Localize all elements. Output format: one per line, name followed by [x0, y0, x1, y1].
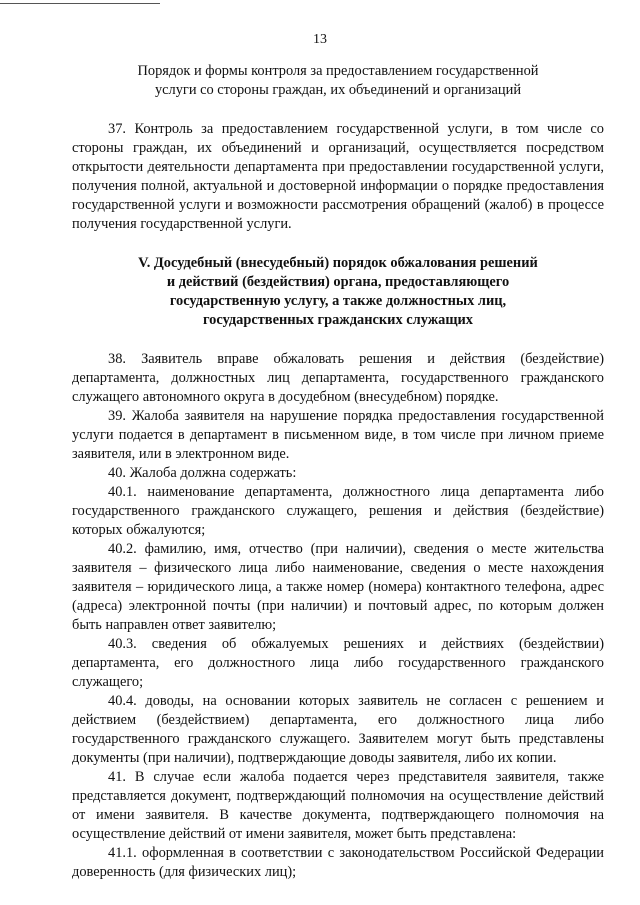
paragraph-40-4: 40.4. доводы, на основании которых заявитель не согласен с решением и действием (бездействием) департамента, его должностного лица либо государственного гражданского служащего. Заявителем могут быть представлены документы (при наличии), подтверждающие доводы заявителя, либо их копии.	[72, 693, 604, 766]
paragraph-40-3: 40.3. сведения об обжалуемых решениях и действиях (бездействии) департамента, его должностного лица либо государственного гражданского служащего;	[72, 636, 604, 690]
page-number: 13	[313, 32, 327, 47]
paragraph-41-1: 41.1. оформленная в соответствии с законодательством Российской Федерации доверенность (для физических лиц);	[72, 845, 604, 880]
paragraph-40: 40. Жалоба должна содержать:	[108, 465, 297, 481]
paragraph-40-1: 40.1. наименование департамента, должностного лица департамента либо государственного гражданского служащего, решения и действия (бездействие) которых обжалуются;	[72, 484, 604, 538]
heading-line: V. Досудебный (внесудебный) порядок обжалования решений	[138, 255, 538, 271]
heading-line: Порядок и формы контроля за предоставлением государственной	[137, 63, 539, 79]
paragraph-41: 41. В случае если жалоба подается через представителя заявителя, также представляется документ, подтверждающий полномочия на осуществление действий от имени заявителя. В качестве документа, подтверждающего полномочия на осуществление действий от имени заявителя, может быть представлена:	[72, 769, 604, 842]
paragraph-38: 38. Заявитель вправе обжаловать решения и действия (бездействие) департамента, должностных лиц департамента, государственного гражданского служащего автономного округа в досудебном (внесудебном) порядке.	[72, 351, 604, 405]
scan-edge-line	[0, 3, 160, 4]
paragraph-39: 39. Жалоба заявителя на нарушение порядка предоставления государственной услуги подается в департамент в письменном виде, в том числе при личном приеме заявителя, или в электронном виде.	[72, 408, 604, 462]
paragraph-37: 37. Контроль за предоставлением государственной услуги, в том числе со стороны граждан, их объединений и организаций, осуществляется посредством открытости деятельности департамента при предоставлении государственной услуги, получения полной, актуальной и достоверной информации о порядке предоставления государственной услуги и возможности рассмотрения обращений (жалоб) в процессе получения государственной услуги.	[72, 121, 604, 232]
section-control-heading	[72, 62, 604, 100]
heading-line: услуги со стороны граждан, их объединений и организаций	[154, 82, 522, 98]
document-body	[72, 62, 604, 882]
section-v-heading	[72, 254, 604, 330]
heading-line: государственную услугу, а также должностных лиц,	[169, 293, 507, 309]
heading-line: государственных гражданских служащих	[203, 312, 473, 328]
heading-line: и действий (бездействия) органа, предоставляющего	[166, 274, 510, 290]
paragraph-40-2: 40.2. фамилию, имя, отчество (при наличии), сведения о месте жительства заявителя – физического лица либо наименование, сведения о месте нахождения заявителя – юридического лица, а также номер (номера) контактного телефона, адрес (адреса) электронной почты (при наличии) и почтовый адрес, по которым должен быть направлен ответ заявителю;	[72, 541, 604, 633]
